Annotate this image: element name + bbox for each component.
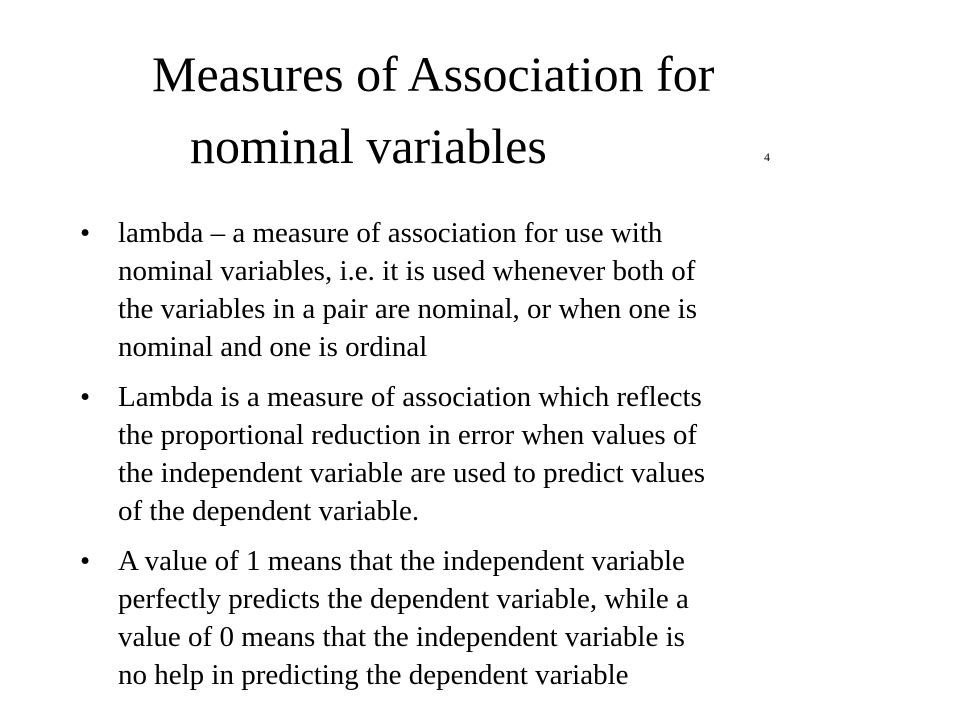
slide-number: 4: [764, 150, 770, 164]
bullet-marker: •: [80, 545, 91, 577]
bullet-marker: •: [80, 217, 91, 249]
slide-title-line-1: Measures of Association for: [152, 46, 715, 102]
bullet-text-line: the proportional reduction in error when values of: [118, 419, 698, 451]
slide-title-line-2: nominal variables: [190, 118, 547, 174]
bullet-text-line: nominal variables, i.e. it is used whenever both of: [118, 255, 696, 287]
bullet-text-line: A value of 1 means that the independent variable: [118, 545, 685, 577]
bullet-text-line: value of 0 means that the independent variable is: [118, 621, 685, 653]
bullet-text-line: the variables in a pair are nominal, or when one is: [118, 293, 697, 325]
bullet-text-line: the independent variable are used to predict values: [118, 457, 706, 489]
bullet-list: [80, 214, 900, 706]
bullet-item: [80, 542, 900, 694]
bullet-marker: •: [80, 381, 91, 413]
bullet-text-line: Lambda is a measure of association which reflects: [118, 381, 702, 413]
bullet-text-line: perfectly predicts the dependent variable, while a: [118, 583, 689, 615]
bullet-text-line: of the dependent variable.: [118, 495, 420, 527]
bullet-text-line: lambda – a measure of association for use with: [118, 217, 663, 249]
bullet-item: [80, 214, 900, 366]
bullet-item: [80, 378, 900, 530]
bullet-text-line: no help in predicting the dependent variable: [118, 659, 629, 691]
bullet-text-line: nominal and one is ordinal: [118, 331, 428, 363]
